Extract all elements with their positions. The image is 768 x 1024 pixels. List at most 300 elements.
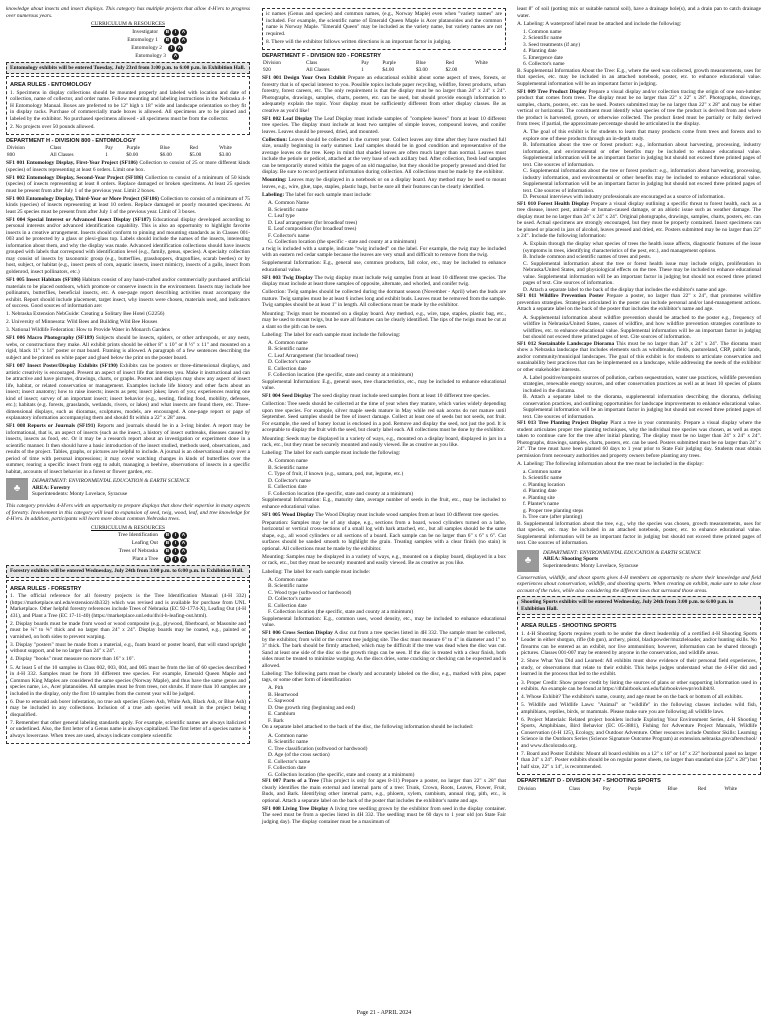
list-item: A. Explain through the display what species of trees the health issue affects, diagnostic features of the issue (symptoms in trees, identifying characteristics of the pest, etc.), and management options.: [523, 241, 761, 254]
body-text: A. Labeling: A waterproof label must be attached and include the following:: [517, 20, 682, 27]
class-code: SF1 010: [517, 200, 536, 207]
table-cell: 1: [361, 66, 364, 73]
curriculum-row: [6, 548, 250, 555]
list-item: B. Scientific name: [268, 206, 308, 213]
list-item: F. Collector's name: [268, 232, 310, 239]
table-header: Purple: [126, 145, 140, 152]
level-badges: [164, 540, 188, 547]
class-text: Habitats consist of any hand-crafted and/or commercially purchased artificial materials to be placed outdoors, which promote or conserve insects in the environment. Insects may include bee pollinators, butterflies, beneficial insects, etc. A one-page report describing activities must accompany the exhibit. Report should include placement, target insect, why insects were chosen, materials used, and indicators of success. Good sources of information are:: [6, 277, 250, 310]
body-text: B. Supplemental information about the tree, e.g., why the species was chosen, growth measurements, uses for that species, etc. may be included in an attached notebook, poster, etc. to enhance educational value. Supplemental information will be an important factor in judging but should not exceed three printed pages of text. Cite sources of information.: [517, 520, 761, 547]
list-item: C. Leaf type: [268, 213, 295, 220]
level-badge-icon: A: [181, 541, 186, 547]
list-item: F. Collection location (the specific, state and county at a minimum): [268, 372, 414, 379]
body-text: B. Supplemental Information About the Tree: E.g., where the seed was collected, growth measurements, uses for that species, etc. may be included in an attached notebook, poster, etc. to enhance educational value. Supplemental information will be an important factor in judging.: [517, 67, 761, 87]
class-text: Prepare a visual display outlining a specific threat to forest health, such as a tree disease, insect pest, animal- or human-caused damage, or an abiotic issue such as weather damage. The display must be no larger than 24" x 24" x 24". Original photographs, drawings, samples, charts, posters, etc. can be used. Actual specimens are strongly encouraged, but they must be properly contained. Insect specimens can be pinned or placed in jars of alcohol, leaves pressed and dried, etc. Posters submitted may be no larger than 22" x 24". Include the following information:: [517, 200, 761, 240]
list-item: b. Scientific name: [523, 475, 563, 482]
list-item: D. Leaf arrangement (for broadleaf trees): [268, 219, 358, 226]
table-cell: $3.00: [219, 151, 231, 158]
list-item: D. Collector's name: [268, 477, 311, 484]
class-text: Prepare an educational exhibit about some aspect of trees, forests, or forestry that is of special interest to you. Possible topics include paper recycling, wildfire, forest products, urban forestry, forest careers, etc. The only requirement is that the display must be no larger than 24" x 24" x 24". Photographs, drawings, samples, charts, posters, etc. can be used, but should provide enough information to adequately explain the topic. Your display must be sufficiently different from other display classes. Be as creative as you'd like!: [262, 75, 506, 114]
dept-title: DEPARTMENT F - DIVISION 920 - FORESTRY: [262, 52, 382, 59]
list-item: B. Scientific name: [268, 583, 308, 590]
class-title: Tree Planting Project Display: [538, 420, 609, 427]
body-text: Collection: Twig samples should be collected during the dormant season (November - April) when the buds are mature. Twig samples must be at least 6 inches long and exhibit buds. Leaves must be removed from the sample. Twig samples should be at least 1" in length. All collections must be made by the exhibitor.: [262, 289, 506, 309]
area-rule: 4. Display "books" must measure no more than 16" x 16".: [10, 656, 135, 663]
table-cell: 1: [105, 151, 108, 158]
class-entry: [6, 160, 250, 173]
table-cell: $2.00: [445, 66, 458, 73]
class-entry: [6, 217, 250, 276]
class-text: Plant a tree in your community. Prepare a visual display where the student articulates proper tree planting techniques, why the individual tree species was chosen, as well as steps taken to continue care for the tree after initial planting. The display must be no larger than 24" x 24" x 24". Photographs, drawings, samples, charts, posters, etc. can be used. Posters submitted must be no larger than 24" x 24". The tree must have been planted 60 days to 1 year prior to State Fair judging day. Students must obtain permission from necessary authorities and property owners before planting any trees.: [517, 420, 761, 459]
forestry-rules-continued: [262, 8, 506, 50]
list-item: 2. Scientific name: [523, 35, 563, 42]
page-footer: Page 21 - APRIL 2024: [356, 1010, 412, 1016]
level-badge-icon: A: [181, 533, 186, 539]
class-title: Entomology Display, First-Year Project (SF186): [26, 160, 138, 167]
level-badge-icon: B: [165, 37, 170, 43]
class-entry: [262, 512, 506, 519]
class-code: SF1 008: [6, 423, 26, 430]
table-cell: All Classes: [50, 151, 74, 158]
column-1: [6, 6, 250, 746]
list-item: C. Leaf Arrangement (for broadleaf trees): [268, 352, 359, 359]
level-badge-icon: B: [165, 541, 170, 547]
class-entry: [517, 341, 761, 374]
curriculum-label: Tree Identification: [117, 532, 158, 539]
class-title: Parts of a Tree: [283, 778, 319, 785]
level-badge-icon: I: [168, 45, 175, 52]
list-item: F. Collection location (the specific, state and county at a minimum): [268, 609, 414, 616]
department-superintendent: Superintendents: Monty Lovelace, Syracuse: [32, 491, 128, 498]
list-item: h. Tree care (after planting): [523, 514, 583, 521]
level-badge-icon: I: [172, 548, 179, 555]
area-rule: 3. Proper Credit: Show proper credit by listing the sources of plans or other supporting information used in exhibits. An example can be found at https://4hfairbook.unl.edu/fairbookviewpr/exhibit/8.: [521, 679, 757, 693]
list-item: B. Scientific name: [268, 346, 308, 353]
table-header: Purple: [382, 60, 396, 67]
table-header: Division: [263, 60, 281, 67]
class-text: Educational display developed according to personal interests and/or advanced identification capability. This is also an opportunity to highlight favorite insects in a creative arrangement. Insects should conform to pinning and mounting standards as in Classes 001-003 and be protected by a glass or plexi-glass top. Labels should include the names of the insects, interesting information about them, and why the display was made. Advanced identification collections should have insects grouped with labels that correspond with identification level (e.g., family, genus, species). A specialty collection may consist of insects by taxonomic group (e.g., butterflies, grasshoppers, dragonflies, scarab beetles) or by host, subject, or habitat (e.g., insect pests of corn, aquatic insects, insect mimicry, insects of a galls, insect from goldenrod, insect pollinators, etc.): [6, 216, 250, 275]
class-entry: [262, 75, 506, 114]
premium-table: [262, 60, 506, 73]
class-entry: [262, 192, 506, 199]
list-item: 1. Common name: [523, 28, 562, 35]
table-cell: 920: [263, 66, 271, 73]
class-title: Seed Display: [281, 393, 312, 400]
list-item: A. Common Name: [268, 200, 309, 207]
list-item: A. Common name: [268, 339, 308, 346]
class-entry: [6, 327, 250, 334]
class-entry: [262, 630, 506, 669]
list-item: F. Collection location (the specific, state and county at a minimum): [268, 490, 414, 497]
class-code: SF1 005: [262, 511, 281, 518]
class-code: SF1 003: [6, 195, 25, 202]
class-text: The Wood Display must include wood samples from at least 10 different tree species.: [315, 511, 500, 518]
level-badge-icon: I: [172, 540, 179, 547]
class-title: Labeling:: [262, 192, 285, 199]
class-code: SF1 001: [6, 160, 25, 167]
table-header: Blue: [160, 145, 170, 152]
class-text: A disc cut from a tree species listed in 4H 332. The sample must be collected, by the exhibitor, from wild or the current tree judging site. The disc must measure 6" to 4" in diameter and 1" to 3" thick. The bark should be firmly attached, which may be difficult if the tree was dead when the disc was cut. Sand at least one side of the disc so the growth rings can be seen. If the disc is treated with a clear finish, both sides must be treated to minimize warping. As the discs dries, some cracking or checking can be expected and is allowed.: [262, 630, 506, 669]
list-item: B. Scientific name: [268, 739, 308, 746]
level-badges: [172, 53, 180, 60]
curriculum-label: Investigator: [132, 28, 158, 35]
tree-planting-label-list: [517, 469, 761, 521]
level-badge-icon: B: [165, 29, 170, 35]
curriculum-label: Entomology 2: [131, 44, 162, 51]
department-title: DEPARTMENT: ENVIRONMENTAL EDUCATION & EARTH SCIENCE: [543, 549, 701, 556]
list-item: e. Planting site: [523, 494, 555, 501]
class-code: SF1 013: [517, 420, 537, 427]
product-items: [517, 129, 761, 201]
class-entry: [262, 137, 506, 176]
curriculum-header: CURRICULUM & RESOURCES: [91, 524, 165, 531]
entomology-classes: [6, 160, 250, 475]
table-header: Blue: [667, 785, 678, 792]
class-title: Entomology Display, Third-Year or More Project (SF186): [26, 195, 159, 202]
class-title: Mounting:: [262, 177, 287, 184]
shooting-entry-notice: Shooting Sports exhibits will be entered Wednesday, July 24th from 3:00 p.m. to 6:00 p.m. in Exhibition Hall.: [517, 596, 761, 615]
table-cell: 800: [7, 151, 15, 158]
table-header: Purple: [627, 785, 642, 792]
department-header: [517, 550, 761, 572]
body-text: Mounting: Samples may be displayed in a variety of ways, e.g., mounted on a display board, displayed in a box or rack, etc., but they must be securely mounted and easily viewed. Be as creative as you like.: [262, 553, 506, 567]
cross-parts-list: [262, 685, 506, 724]
body-text: a twig is included with a sample, indicate "twig included" on the label. For example, the twig may be included with an eastern red cedar sample because the leaves are very small and difficult to remove from the twig.: [262, 245, 506, 259]
list-item: D. Attach a separate label to the back of the display that includes the exhibitor's name and age.: [523, 286, 727, 293]
area-rule: 4. Whose Exhibit? The exhibitor's name, county, and age must be on the back or bottom of all exhibits.: [521, 694, 743, 701]
class-title: Entomology Display, Second-Year Project (SF186): [26, 174, 144, 181]
department-superintendent: Superintendents: Monty Lovelace, Syracuse: [543, 562, 639, 569]
level-badges: [164, 37, 188, 44]
body-text: Labeling: The label for each sample must include the following:: [262, 331, 401, 338]
table-header: Class: [568, 785, 581, 792]
level-badges: [164, 548, 188, 555]
class-text: The twig display must include twig samples from at least 10 different tree species. The display must include at least three samples of opposite, alternate, and whorled, and conifer twig.: [262, 274, 506, 288]
dept-title: DEPARTMENT D - DIVISION 347 - SHOOTING SPORTS: [517, 778, 661, 784]
curriculum-row: [6, 540, 250, 547]
body-text: Supplemental Information: E.g., maturity date, average number of seeds in the fruit, etc., may be included to enhance educational value.: [262, 497, 506, 510]
body-text: Supplemental Information: E.g., general use, common products, fall color, etc., may be included to enhance educational value.: [262, 260, 506, 273]
rule-text: ic names (Genus and species) and common names, (e.g., Norway Maple) even when "variety names" are included. For example, the scientific name of Emerald Queen Maple is Acer platanoides and the common name is Norway Maple. "Emerald Queen" may be included as the variety name, but variety names are not required.: [266, 11, 502, 37]
body-text: Labeling: The label for each sample must include:: [262, 568, 371, 575]
class-text: A living tree seedling grown by the exhibitor from seed in the display container. The seed must be from a species listed in 4H 332. The seedling must be 60 days to 1 year old (on State Fair judging day). The display container must be a maximum of: [262, 805, 506, 825]
class-text: Subjects should be insects, spiders, or other arthropods, or any nests, webs, or constructions they make. All exhibit prints should be either 8" x 10" or 8 ½" x 11" and mounted on a rigid, black 11" x 14" poster or mat board. Framing is allowed. A paragraph of a few sentences describing the subject and be printed on white paper and glued below the print on the poster board.: [6, 335, 251, 361]
table-cell: All Classes: [306, 66, 330, 73]
list-item: E. Collection date: [268, 365, 307, 372]
list-item: D. Age (of the cross section): [268, 752, 330, 759]
list-item: 5. Emergence date: [523, 54, 563, 61]
class-entry: [6, 423, 250, 475]
curriculum-row: [6, 556, 250, 563]
level-badge-icon: I: [172, 556, 179, 563]
class-text: Leaves may be displayed in a notebook or on a display board. Any method may be used to mount leaves, e.g., wire, glue, tape, staples, plastic bags, but be sure all their features can be clearly identified.: [262, 177, 506, 190]
class-code: SF1 006: [6, 335, 26, 342]
level-badges: [168, 45, 184, 52]
wood-label-list: [262, 577, 506, 616]
table-header: Pay: [361, 60, 369, 67]
body-text: Supplemental Information: E.g., general uses, tree characteristics, etc., may be included to enhance educational value.: [262, 378, 506, 392]
shooting-area-rules: [517, 617, 761, 775]
diorama-items: [517, 375, 761, 421]
forestry-area-rules: [6, 580, 250, 744]
class-text: Prepare a poster, no larger than 22" x 24", that promotes wildfire prevention strategies. Strategies articulated in the poster can include personal and/or land-management actions. Attach a separate label on the back of the poster that includes the exhibitor's name and age.: [517, 293, 761, 313]
level-badge-icon: I: [172, 532, 179, 539]
area-rules-title: AREA RULES - FORESTRY: [10, 585, 82, 592]
area-rules-title: AREA RULES - SHOOTING SPORTS: [521, 623, 617, 630]
list-item: A. Common name: [268, 732, 308, 739]
list-item: A. Common name: [268, 576, 308, 583]
dept-title: DEPARTMENT H - DIVISION 800 - ENTOMOLOGY: [6, 137, 136, 144]
class-code: SF1 007: [6, 363, 26, 370]
class-title: Wildfire Prevention Poster: [539, 293, 604, 300]
area-rule: 5. Wildlife and Wildlife Laws: "Animal" or "wildlife" in the following classes includes wild fish, amphibians, reptiles, birds, or mammals. Please make sure you are following all wildlife laws.: [521, 702, 757, 715]
class-title: Twig Display: [282, 274, 313, 281]
level-badge-icon: B: [165, 533, 170, 539]
area-rule: 5. At least 5 of the 10 samples in Class 002, 003, 004, and 005 must be from the list of 60 species described in 4-H 332. Samples must be from 10 different tree species. For example, Emerald Queen Maple and Common King Maples are considered the same species (Norway Maple), and thus have the same genus and species name, i.e., Acer platanoides. All samples must be from trees, not shrubs. If more than 10 samples are included in the display, only the first 10 samples from the current year will be judged.: [10, 664, 246, 697]
class-entry: [6, 175, 250, 195]
class-code: SF1 005: [6, 277, 25, 284]
list-item: E. Collector's name: [268, 758, 311, 765]
class-code: SF1 006: [262, 630, 281, 637]
class-title: Wood Display: [281, 511, 314, 518]
department-header: [6, 478, 250, 500]
class-title: Sustainable Landscape Diorama: [538, 340, 615, 347]
area-rule: 2. No projects over 50 pounds allowed.: [10, 123, 95, 130]
body-text: least 8" of soil (potting mix or suitable natural soil), have a drainage hole(s), and a drain pan to catch drainage water.: [517, 6, 761, 19]
class-text: Exhibits can be posters or three-dimensional displays, and artistic creativity is encouraged. Present an aspect of insect life that interests you. Make it instructional and can be attractive and have pictures, drawings, charts, or graphs. Posters and displays may show any aspect of insect life, habitat, or related conservation or management. Examples include life history and other facts about an insect; insect anatomy; how to raise insects; insects as pets; insect jokes; lawn of you; experiences rearing one kind of insect; survey of an important insect; insect behavior (e.g., nesting, finding food, mobility, defenses, etc.); habitats (e.g. forests, grasslands, wetlands, rivers, or lakes) and what insects are found there, etc. Three-dimensional displays, such as dioramas, sculptures, models, are encouraged. A one-page report or page of explanatory information accompanying them and should fit within a 22" x 28" area.: [6, 363, 251, 422]
list-item: E. Leaf composition (for broadleaf trees): [268, 226, 357, 233]
curriculum-header: CURRICULUM & RESOURCES: [91, 21, 165, 27]
area-rule: 6. Due to emerald ash borer infestation, no true ash species (Green Ash, White Ash, Black Ash, or Blue Ash) may be included in any collections. Inclusion of a true ash species will result in the project being disqualified.: [10, 698, 246, 718]
list-item: A. The goal of this exhibit is for students to learn that many products come from trees and forests and to explore one of these products through an in-depth study.: [523, 129, 761, 142]
table-header: Red: [445, 60, 454, 67]
class-code: SF1 004: [262, 393, 281, 400]
class-title: Reports or Journals (SF191): [27, 423, 96, 430]
list-item: D. Collector's name: [268, 359, 311, 366]
class-text: This must be no larger than 24" x 24" x 24". The diorama must show a Nebraska landscape that includes elements such as windbreaks, fields, pastureland, CRP, public lands, and/or community/municipal landscapes. The goal of this exhibit is for students to articulate conservation and sustainability best practices that can be implemented on a landscape, while addressing the needs of the exhibitor or other stakeholder interests.: [517, 340, 761, 373]
list-item: A. Common name: [268, 458, 308, 465]
level-badges: [164, 532, 188, 539]
class-code: SF1 011: [517, 293, 537, 300]
area-rule: 1. 4-H Shooting Sports requires youth to be under the direct leadership of a certified 4-H Shooting Sports Leader in either shotgun, rifle (bb gun), archery, pistol, blackpowder/muzzleloader, and/or hunting skills. No firearms can be entered as an exhibit, nor live ammunition; however, information can be shared through pictures. Classes 001-007 may be entered by anyone in the conservation, and wildlife areas.: [521, 630, 757, 657]
curriculum-row: [6, 53, 250, 60]
column-3: [517, 6, 761, 794]
list-item: f. Planter's name: [523, 501, 559, 508]
table-cell: $3.00: [416, 66, 428, 73]
list-item: D. Collector's name: [268, 596, 311, 603]
list-item: D. One growth ring (beginning and end): [268, 704, 355, 711]
shooting-intro: Conservation, wildlife, and shoot sports gives 4-H members an opportunity to share their knowledge and field experiences about conservation, wildlife, and shooting sports. When creating an exhibit, make sure to take close account of the rules, while also considering the different laws that surround those areas.: [517, 574, 761, 594]
level-badge-icon: A: [181, 549, 186, 555]
area-rule: 2. Show What You Did and Learned: All exhibits must show evidence of their personal field experiences, study, or observations that relate to their exhibit. This helps judges understand what the 4-H'er did and learned in the process that led to the exhibit.: [521, 658, 757, 678]
level-badge-icon: A: [181, 557, 186, 563]
list-item: B. Include common and scientific names of trees and pests.: [523, 254, 651, 261]
body-text: Preparation: Samples may be of any shape, e.g., sections from a board, wood cylinders turned on a lathe, horizontal or vertical cross-sections of a small log with bark attached, etc., but all samples should be the same shape, e.g., all wood cylinders or all sections of a board. Each sample can be no larger than 6" x 6" x 6". Cut surfaces should be sanded smooth to highlight the grain. Treating samples with a clear finish (no stain) is optional. All collections must be made by the exhibitor.: [262, 519, 506, 552]
list-item: F. Bark: [268, 717, 284, 724]
class-entry: [6, 363, 250, 422]
table-header: Pay: [602, 785, 611, 792]
area-rule: 3. Display "posters" must be made from a material, e.g., foam board or poster board, that will stand upright without support, and be no larger than 24" x 24".: [10, 641, 246, 655]
list-item: B. Information about the tree or forest product: e.g., information about harvesting, processing, industry information, and environmental or other benefits may be included to enhance educational value. Supplemental information will be an important factor in judging but should not exceed three printed pages of text. Cite sources of information.: [523, 142, 761, 168]
department-title: DEPARTMENT: ENVIRONMENTAL EDUCATION & EARTH SCIENCE: [32, 478, 190, 485]
curriculum-label: Trees of Nebraska: [118, 548, 158, 555]
body-text: A. Labeling: The following information about the tree must be included in the display:: [517, 460, 704, 467]
level-badge-icon: B: [165, 549, 170, 555]
forestry-rules-list: [10, 593, 246, 739]
forestry-curriculum: [6, 532, 250, 563]
body-text: Labeling: The following parts must be clearly and accurately labeled on the disc, e.g., marked with pins, paper tags, or some other form of identification: [262, 670, 506, 684]
premium-table: [517, 786, 761, 793]
area-rules-title: AREA RULES - ENTOMOLOGY: [10, 82, 92, 88]
class-entry: [6, 196, 250, 216]
list-item: B. Scientific name: [268, 464, 308, 471]
clover-logo-icon: ♣: [6, 478, 28, 500]
forest-health-items: [517, 241, 761, 293]
shooting-rules-list: [521, 631, 757, 771]
department-area: AREA: Forestry: [32, 484, 71, 491]
class-entry: [6, 277, 250, 310]
table-header: Red: [189, 145, 198, 152]
body-text: Labeling: The label for each sample must include the following:: [262, 450, 401, 457]
table-header: Class: [306, 60, 318, 67]
curriculum-label: Plant a Tree: [132, 556, 158, 563]
class-title: Living Tree Display: [282, 805, 329, 812]
class-code: SF1 002: [262, 115, 281, 122]
level-badges: [164, 556, 188, 563]
class-text: Reports and journals should be in a 3-ring binder. A report may be informational, that is, an aspect of insects (such as the insect, a history of insect outbreaks, diseases caused by insects, insects as food, etc. Or it may be a research report about an investigation or experiment done in a scientific manner. It then should have a basic introduction of the insect studied, methods used, observations, and results of the project. Tables, graphs, or pictures are helpful to include. A journal is an observational study over a period of time with personal impressions; it may cover watching changes in kinds of butterflies over the summer, rearing a specific insect from egg to adult, managing a beehive, observations of insects in a specific habitat, accounts of insect behavior in a forest or flower garden, etc.: [6, 423, 250, 475]
class-title: Forest Health Display: [537, 200, 590, 207]
table-cell: [474, 67, 506, 74]
level-badges: [164, 29, 188, 36]
list-item: E. Collection date: [268, 484, 307, 491]
table-header: Division: [518, 785, 536, 792]
class-title: Special Interest or Advanced Insect Display (SF187): [27, 216, 151, 223]
table-header: Division: [7, 145, 25, 152]
premium-table: [6, 145, 250, 158]
level-badge-icon: A: [181, 37, 186, 43]
class-text: 3. National Wildlife Federation: How to Provide Water in Monarch Gardens: [6, 327, 170, 334]
table-header: White: [724, 785, 738, 792]
leaf-label-list: [262, 200, 506, 246]
curriculum-row: [6, 45, 250, 52]
list-item: C. Tree classification (softwood or hardwood): [268, 745, 368, 752]
table-cell: $6.00: [160, 151, 172, 158]
list-item: C. Supplemental information about the tree or forest product: e.g., information about harvesting, processing, industry information, and environmental or other benefits may be included to enhance educational value. Supplemental information will be an important factor in judging but should not exceed three printed pages of text. Cite sources of information.: [523, 168, 761, 194]
class-entry: [6, 311, 250, 318]
table-header: White: [219, 145, 232, 152]
body-text: Mounting: Seeds may be displayed in a variety of ways, e.g., mounted on a display board, displayed in jars in a rack, etc., but they must be securely mounted and easily viewed. Be as creative as you like.: [262, 435, 506, 448]
entomology-area-rules: [6, 76, 250, 135]
area-rule: 7. Remember that other general labeling standards apply. For example, scientific names are always italicized or underlined. Also, the first letter of a Genus name is always capitalized. The first letter of a species name is always lowercase. When trees are used, always indicate complete scientific: [10, 719, 246, 739]
curriculum-row: [6, 29, 250, 36]
entomology-curriculum: [6, 29, 250, 60]
list-item: D. Personal interviews with industry professionals are encouraged as a source of information.: [523, 194, 725, 201]
class-text: Collection to consist of a minimum of 75 kinds (species) of insects representing at least 10 orders. Replace damaged or poorly mounted specimens. At least 25 species must be present from after July 1 of the previous year. Limit of 3 boxes.: [6, 195, 250, 215]
forestry-entry-notice: Forestry exhibits will be entered Wednesday, July 24th from 3:00 p.m. to 6:00 p.m. in Exhibition Hall.: [6, 565, 250, 578]
class-code: SF1 009: [517, 88, 536, 95]
list-item: a. Common name: [523, 468, 562, 475]
table-cell: $4.00: [382, 66, 395, 73]
list-item: d. Planting date: [523, 488, 557, 495]
list-item: C. Type of fruit, if known (e.g., samara, pod, nut, legume, etc.): [268, 471, 404, 478]
class-entry: [262, 778, 506, 804]
forestry-classes-continued: [517, 6, 761, 547]
class-code: SF1 007: [262, 778, 282, 785]
list-item: G. Collection location (the specific - state and county at a minimum): [268, 239, 417, 246]
level-badge-icon: B: [165, 557, 170, 563]
class-text: Collection to consist of a minimum of 50 kinds (species) of insects representing at least 8 orders. Replace damaged or broken specimens. At least 25 species must be present from after July 1 of the previous year. Limit 2 boxes.: [6, 174, 250, 194]
class-code: SF1 002: [6, 174, 25, 181]
level-badge-icon: I: [172, 37, 179, 44]
level-badge-icon: A: [181, 29, 186, 35]
body-text: On a separate label attached to the back of the disc, the following information should be included:: [262, 724, 474, 731]
curriculum-row: [6, 37, 250, 44]
class-text: (This project is only for ages 8-11) Prepare a poster, no larger than 22" x 28" that clearly identifies the main external and internal parts of a tree: Trunk, Crown, Roots, Leaves, Flower, Fruit, Buds, and Bark. Identifying other internal parts, e.g., phloem, xylem, cambium, annual ring, pith, etc., is optional. Attach a separate label on the back of the poster that includes the exhibitor's name and age.: [262, 778, 506, 804]
list-item: 6. Collector's name: [523, 61, 565, 68]
list-item: E. Collection date: [268, 602, 307, 609]
class-entry: [517, 293, 761, 313]
class-text: Collection to consist of 25 or more different kinds (species) of insects representing at least 6 orders. Limit one box.: [6, 160, 250, 173]
class-text: The label for each sample must include:: [285, 192, 372, 199]
class-code: SF1 001: [262, 75, 282, 82]
class-entry: [262, 275, 506, 288]
list-item: A. Label positive/nonpoint sources of pollution, carbon sequestration, water use practices, wildlife prevention strategies, renewable energy sources, and other conservation practices as well as at least 10 species of plants included in the diorama.: [523, 374, 761, 394]
list-item: A. Supplemental information about wildfire prevention should be attached to the poster e.g., frequency of wildfire in Nebraska/United States, causes of wildfire, and how wildfire prevention strategies contribute to wildfires, etc. to enhance educational value. Supplemental information will be an important factor in judging but should not exceed three printed pages of text. Cite sources of information.: [523, 314, 761, 341]
class-text: The seed display must include seed samples from at least 10 different tree species.: [312, 393, 490, 400]
seedling-label-list: [517, 29, 761, 68]
class-title: Tree Product Display: [537, 88, 587, 95]
class-code: SF1 003: [262, 274, 281, 281]
class-title: Design Your Own Exhibit: [283, 75, 346, 82]
list-item: C. Sapwood: [268, 698, 295, 705]
area-rule: 6. Project Materials: Related project booklets include Exploring Your Environment Series, 4-H Shooting Sports, Amphibians, Bird Behavior (EC 05-3881), Fishing for Adventure Project Manuals, Wildlife Conservation (4-H 125), Ecology, and Outdoor Adventure. Other resources include Outdoor Skills: Learning Science in the Outdoors Series (Science Signature Outcome Program) at extension.nebraska.gov/afterschool/ and www.4hcolorado.org.: [521, 716, 757, 749]
table-header: Class: [50, 145, 62, 152]
body-text: Collection: Tree seeds should be collected at the time of year when they mature, which varies widely depending upon tree species. For example, silver maple seeds mature in May while red oak acorns do not mature until September. Seed samples should be free of insect damage. Collect at least one of seeds but not seeds, not fruit. For example, the seed of honey locust is enclosed in a pod. Remove and display the seed, not just the pod. It is acceptable to display the fruit with the seed, but clearly label each. All collections must be done by the exhibitor.: [262, 401, 506, 434]
wildfire-items: [517, 315, 761, 341]
body-text: Supplemental Information: E.g., common uses, wood density, etc., may be included to enhance educational value.: [262, 615, 506, 629]
table-header: White: [475, 60, 488, 67]
class-entry: [6, 319, 250, 326]
class-text: Prepare a visual display and/or collection tracing the origin of one non-lumber product that comes from trees. The display must be no larger than 22" x 22" x 28". Photographs, drawings, samples, charts, posters, etc. can be used. Posters submitted may be no larger than 22" x 28" and may be either vertical or horizontal. The constituent must identify what species of tree the product is derived from and where the product is harvested, grown, or otherwise collected. The product listed must be partially or fully derived from trees; if partial, the approximate percentage should be articulated in the display.: [517, 88, 761, 128]
class-title: Leaf Display: [282, 115, 313, 122]
forestry-intro: This category provides 4-H'ers with an opportunity to prepare displays that show their expertise in many aspects of forestry. Involvement in this category will lead to expansion of seed, twig, wood, leaf, and tree knowledge for 4-H'ers. In addition, participants will learn more about common Nebraska trees.: [6, 503, 250, 523]
class-text: 2. University of Minnesota: Wild Bees and Building Wild Bee Houses: [6, 319, 158, 326]
class-entry: [262, 177, 506, 190]
seed-label-list: [262, 458, 506, 497]
class-entry: [262, 393, 506, 400]
forestry-classes: [262, 75, 506, 825]
department-area: AREA: Shooting Sports: [543, 556, 599, 563]
class-text: The Leaf Display must include samples of "complete leaves" from at least 10 different tree species. The display must include at least two samples of simple leaves, compound leaves, and conifer leaves. Leaves should be pressed, dried, and mounted.: [262, 115, 506, 135]
level-badge-icon: I: [172, 29, 179, 36]
list-item: B. Heartwood: [268, 691, 299, 698]
rule-text: 8. There will the exhibitor follows written directions is an important factor in judging.: [266, 38, 452, 45]
class-text: Leaves should be collected in the current year. Collect leaves any time after they have reached full size, usually beginning in early summer. Leaf samples should be in good condition and representative of the average leaves on the tree. Keep in mind that shaded leaves are often much larger than normal. Leaves must include the petiole or pedicel, attached at the very base of each axillary bud. After collection, fresh leaf samples can be temporarily stored within the pages of an old magazine, but they should be properly pressed and dried for display. Be sure to record pertinent information during collection. All collections must be made by the exhibitor.: [262, 136, 506, 176]
class-entry: [517, 89, 761, 128]
curriculum-label: Entomology 3: [135, 52, 166, 59]
list-item: E. Cambium: [268, 711, 296, 718]
cross-info-list: [262, 733, 506, 779]
curriculum-label: Leafing Out: [131, 540, 158, 547]
table-header: Red: [697, 785, 707, 792]
table-cell: $5.00: [189, 151, 202, 158]
area-rule: 1. The official reference for all forestry projects is the Tree Identification Manual (4-H 332) (https://marketplace.unl.edu/extension/4h332) which was revised and is available for purchase from UNL Marketplace. Other helpful forestry references include Trees of Nebraska (EC 92-1774-X), Leafing Out (4-H 431), and Plant a Tree (EC 17-11-40) (https://marketplace.unl.edu/4h/4-h-leafing-out.html).: [10, 593, 246, 619]
class-entry: [517, 420, 761, 459]
class-text: 1. Nebraska Extension NebGuide: Creating a Solitary Bee Hotel (G2256): [6, 311, 165, 318]
column-2: [262, 6, 506, 827]
level-badge-icon: A: [177, 45, 182, 51]
table-cell: $0.00: [126, 151, 139, 158]
